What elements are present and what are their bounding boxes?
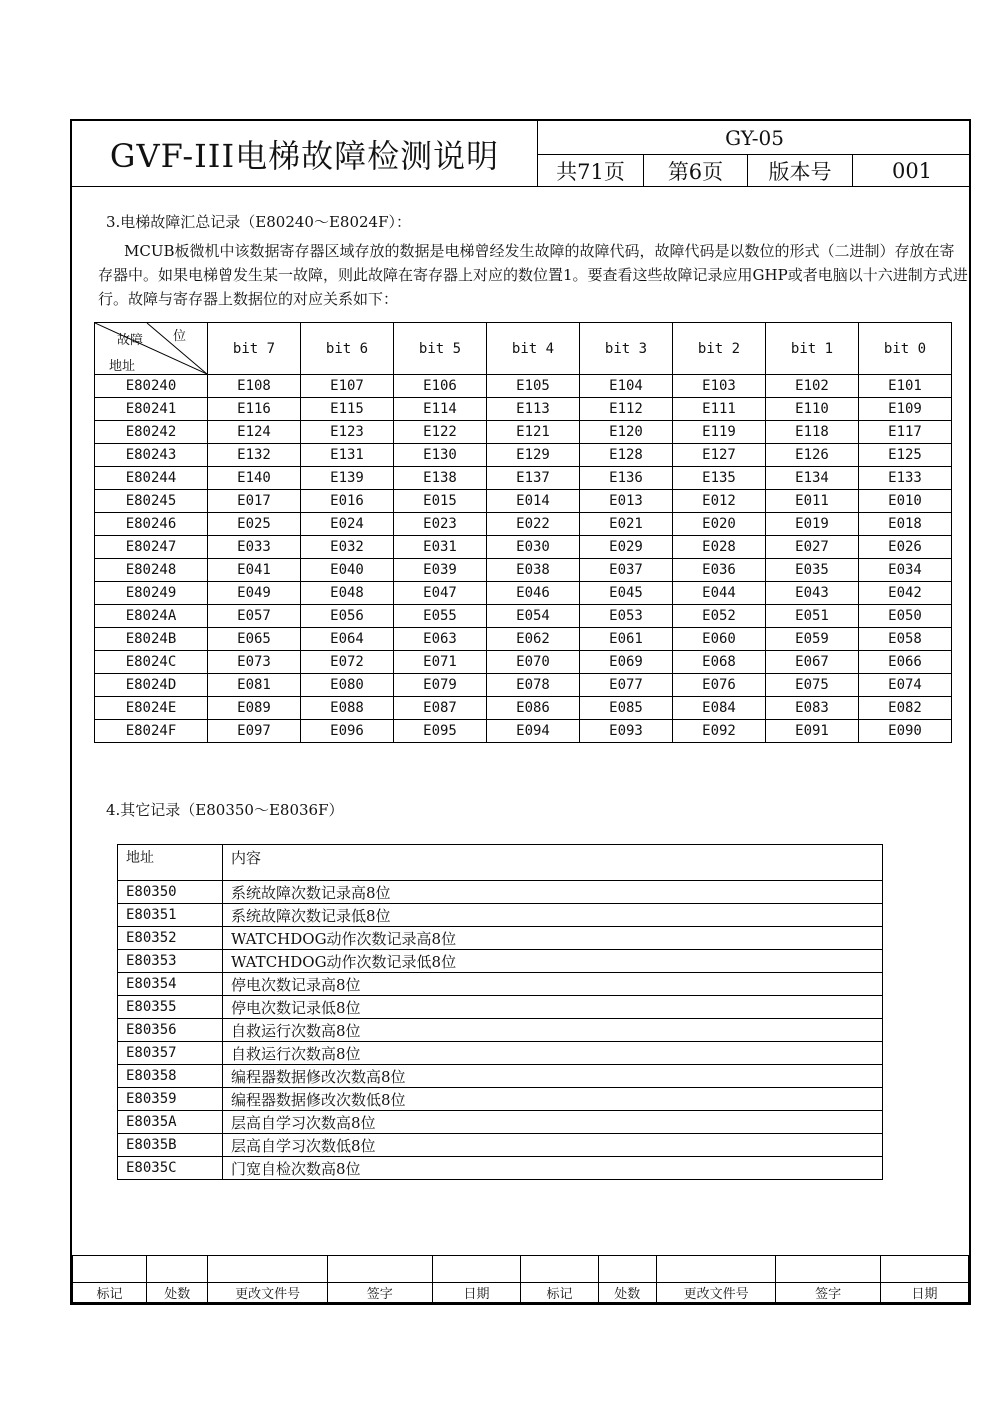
fault-code-cell: E041 [208,559,301,582]
fault-code-cell: E034 [859,559,952,582]
fault-code-cell: E087 [394,697,487,720]
fault-code-cell: E071 [394,651,487,674]
fault-code-cell: E115 [301,398,394,421]
fault-code-cell: E114 [394,398,487,421]
register-address-cell: E8024F [95,720,208,743]
version-number: 001 [891,158,933,183]
table-row [118,1042,883,1065]
total-pages: 共71页 [538,155,644,186]
fault-code-cell: E096 [301,720,394,743]
fault-code-cell: E043 [766,582,859,605]
fault-code-cell: E051 [766,605,859,628]
fault-code-cell: E052 [673,605,766,628]
fault-code-cell: E124 [208,421,301,444]
fault-code-cell: E093 [580,720,673,743]
fault-code-cell: E032 [301,536,394,559]
table-row [95,582,952,605]
document-title: GVF-III电梯故障检测说明 [72,121,538,187]
register-address-cell: E80243 [95,444,208,467]
section4-heading: 4.其它记录（E80350～E8036F） [106,801,344,819]
fault-code-cell: E075 [766,674,859,697]
fault-bit-table [94,322,952,743]
fault-code-cell: E053 [580,605,673,628]
footer-blank-cell [147,1256,208,1283]
fault-code-cell: E019 [766,513,859,536]
record-content-cell: 系统故障次数记录高8位 [223,881,883,904]
fault-bit-table-header [95,323,952,375]
table-row [118,1134,883,1157]
fault-code-cell: E020 [673,513,766,536]
fault-code-cell: E072 [301,651,394,674]
fault-code-cell: E057 [208,605,301,628]
corner-fault-label: 故障 [117,333,144,348]
footer-blank-cell [327,1256,432,1283]
fault-code-cell: E027 [766,536,859,559]
record-address-cell: E80351 [118,904,223,927]
fault-code-cell: E113 [487,398,580,421]
register-address-cell: E80245 [95,490,208,513]
fault-code-cell: E095 [394,720,487,743]
record-address-cell: E80352 [118,927,223,950]
fault-code-cell: E136 [580,467,673,490]
fault-code-cell: E035 [766,559,859,582]
table-row [95,513,952,536]
register-address-cell: E80240 [95,375,208,398]
corner-addr-label: 地址 [109,359,136,374]
register-address-cell: E80247 [95,536,208,559]
fault-code-cell: E061 [580,628,673,651]
fault-code-cell: E127 [673,444,766,467]
bit-column-header: bit 3 [580,323,673,375]
fault-code-cell: E045 [580,582,673,605]
document-code: GY-05 [538,121,971,155]
table-row [118,1065,883,1088]
fault-code-cell: E088 [301,697,394,720]
fault-code-cell: E039 [394,559,487,582]
fault-code-cell: E091 [766,720,859,743]
other-records-table [117,844,883,1180]
fault-code-cell: E118 [766,421,859,444]
fault-code-cell: E033 [208,536,301,559]
record-content-cell: WATCHDOG动作次数记录高8位 [223,927,883,950]
fault-code-cell: E122 [394,421,487,444]
fault-code-cell: E024 [301,513,394,536]
fault-code-cell: E092 [673,720,766,743]
footer-blank-cell [656,1256,775,1283]
table-row [95,605,952,628]
record-content-cell: 层高自学习次数低8位 [223,1134,883,1157]
fault-code-cell: E128 [580,444,673,467]
fault-code-cell: E048 [301,582,394,605]
fault-code-cell: E078 [487,674,580,697]
fault-code-cell: E123 [301,421,394,444]
record-content-cell: 自救运行次数高8位 [223,1019,883,1042]
fault-code-cell: E049 [208,582,301,605]
record-content-cell: 系统故障次数记录低8位 [223,904,883,927]
table-row [95,697,952,720]
fault-code-cell: E079 [394,674,487,697]
fault-code-cell: E132 [208,444,301,467]
fault-code-cell: E110 [766,398,859,421]
table-row [95,421,952,444]
version-label: 版本号 [748,155,853,186]
col-content-header: 内容 [223,845,883,881]
fault-code-cell: E134 [766,467,859,490]
footer-blank-cell [521,1256,598,1283]
fault-code-cell: E081 [208,674,301,697]
corner-cell [95,323,208,375]
fault-code-cell: E015 [394,490,487,513]
fault-code-cell: E101 [859,375,952,398]
fault-code-cell: E056 [301,605,394,628]
record-address-cell: E80359 [118,1088,223,1111]
bit-column-header: bit 7 [208,323,301,375]
fault-code-cell: E135 [673,467,766,490]
fault-code-cell: E130 [394,444,487,467]
fault-code-cell: E040 [301,559,394,582]
table-row [95,490,952,513]
fault-code-cell: E119 [673,421,766,444]
fault-code-cell: E022 [487,513,580,536]
register-address-cell: E8024C [95,651,208,674]
register-address-cell: E80244 [95,467,208,490]
fault-code-cell: E121 [487,421,580,444]
fault-code-cell: E108 [208,375,301,398]
fault-code-cell: E129 [487,444,580,467]
col-addr-header: 地址 [118,845,223,881]
table-row [95,467,952,490]
table-row [118,1111,883,1134]
fault-code-cell: E090 [859,720,952,743]
fault-code-cell: E069 [580,651,673,674]
table-row [95,559,952,582]
record-address-cell: E80358 [118,1065,223,1088]
fault-code-cell: E036 [673,559,766,582]
fault-code-cell: E026 [859,536,952,559]
fault-code-cell: E016 [301,490,394,513]
register-address-cell: E80248 [95,559,208,582]
fault-code-cell: E106 [394,375,487,398]
table-row [118,904,883,927]
footer-blank-cell [208,1256,327,1283]
corner-bit-label: 位 [173,329,187,344]
fault-code-cell: E131 [301,444,394,467]
footer-blank-cell [776,1256,881,1283]
bit-column-header: bit 6 [301,323,394,375]
table-row [118,996,883,1019]
fault-code-cell: E064 [301,628,394,651]
register-address-cell: E80242 [95,421,208,444]
fault-code-cell: E065 [208,628,301,651]
footer-blank-cell [73,1256,147,1283]
fault-code-cell: E046 [487,582,580,605]
record-content-cell: 编程器数据修改次数低8位 [223,1088,883,1111]
fault-code-cell: E068 [673,651,766,674]
record-address-cell: E80355 [118,996,223,1019]
fault-code-cell: E023 [394,513,487,536]
register-address-cell: E8024E [95,697,208,720]
footer-label-row [73,1283,969,1303]
bit-column-header: bit 1 [766,323,859,375]
record-address-cell: E80357 [118,1042,223,1065]
table-row [118,950,883,973]
fault-code-cell: E111 [673,398,766,421]
bit-column-header: bit 4 [487,323,580,375]
fault-code-cell: E140 [208,467,301,490]
fault-code-cell: E042 [859,582,952,605]
footer-blank-cell [598,1256,656,1283]
record-address-cell: E8035B [118,1134,223,1157]
fault-code-cell: E011 [766,490,859,513]
fault-code-cell: E047 [394,582,487,605]
footer-blank-cell [432,1256,521,1283]
table-row [118,1019,883,1042]
fault-code-cell: E017 [208,490,301,513]
fault-code-cell: E031 [394,536,487,559]
table-row [118,1088,883,1111]
record-address-cell: E8035C [118,1157,223,1180]
footer-blank-cell [881,1256,969,1283]
record-address-cell: E80354 [118,973,223,996]
fault-code-cell: E073 [208,651,301,674]
table-row [95,720,952,743]
fault-code-cell: E058 [859,628,952,651]
record-address-cell: E8035A [118,1111,223,1134]
fault-code-cell: E116 [208,398,301,421]
table-row [118,973,883,996]
fault-code-cell: E012 [673,490,766,513]
fault-code-cell: E018 [859,513,952,536]
fault-code-cell: E139 [301,467,394,490]
register-address-cell: E8024A [95,605,208,628]
record-address-cell: E80353 [118,950,223,973]
register-address-cell: E80249 [95,582,208,605]
fault-code-cell: E109 [859,398,952,421]
register-address-cell: E8024B [95,628,208,651]
fault-code-cell: E025 [208,513,301,536]
table-row [95,536,952,559]
fault-code-cell: E133 [859,467,952,490]
table-row [95,674,952,697]
fault-code-cell: E089 [208,697,301,720]
footer-label-cell: 标记 [521,1283,598,1303]
fault-code-cell: E060 [673,628,766,651]
fault-code-cell: E076 [673,674,766,697]
table-row [118,1157,883,1180]
record-address-cell: E80350 [118,881,223,904]
fault-code-cell: E014 [487,490,580,513]
fault-code-cell: E112 [580,398,673,421]
fault-code-cell: E067 [766,651,859,674]
footer-label-cell: 日期 [881,1283,969,1303]
fault-code-cell: E137 [487,467,580,490]
fault-code-cell: E028 [673,536,766,559]
fault-code-cell: E038 [487,559,580,582]
footer-label-cell: 日期 [432,1283,521,1303]
fault-code-cell: E104 [580,375,673,398]
record-content-cell: 停电次数记录高8位 [223,973,883,996]
fault-code-cell: E083 [766,697,859,720]
fault-code-cell: E066 [859,651,952,674]
table-row [118,881,883,904]
fault-code-cell: E055 [394,605,487,628]
fault-code-cell: E103 [673,375,766,398]
other-records-header [118,845,883,881]
fault-code-cell: E029 [580,536,673,559]
footer-blank-row [73,1256,969,1283]
fault-code-cell: E138 [394,467,487,490]
fault-code-cell: E126 [766,444,859,467]
fault-code-cell: E094 [487,720,580,743]
bit-column-header: bit 2 [673,323,766,375]
record-address-cell: E80356 [118,1019,223,1042]
fault-code-cell: E044 [673,582,766,605]
fault-code-cell: E054 [487,605,580,628]
footer-label-cell: 处数 [598,1283,656,1303]
record-content-cell: WATCHDOG动作次数记录低8位 [223,950,883,973]
table-row [118,927,883,950]
table-row [95,398,952,421]
table-row [95,375,952,398]
section3-paragraph: MCUB板微机中该数据寄存器区域存放的数据是电梯曾经发生故障的故障代码，故障代码是以数位的形式（二进制）存放在寄存器中。如果电梯曾发生某一故障，则此故障在寄存器上对应的数位置1。要查看这些故障记录应用GHP或者电脑以十六进制方式进行。故障与寄存器上数据位的对应关系如下： [98,242,968,308]
table-row [95,651,952,674]
section3-heading: 3.电梯故障汇总记录（E80240～E8024F）： [106,213,412,231]
fault-code-cell: E059 [766,628,859,651]
fault-code-cell: E120 [580,421,673,444]
fault-code-cell: E102 [766,375,859,398]
fault-code-cell: E077 [580,674,673,697]
fault-code-cell: E021 [580,513,673,536]
fault-code-cell: E062 [487,628,580,651]
fault-code-cell: E125 [859,444,952,467]
bit-column-header: bit 0 [859,323,952,375]
footer-label-cell: 标记 [73,1283,147,1303]
header-info-row [538,155,971,187]
record-content-cell: 自救运行次数高8位 [223,1042,883,1065]
record-content-cell: 停电次数记录低8位 [223,996,883,1019]
fault-code-cell: E085 [580,697,673,720]
fault-code-cell: E080 [301,674,394,697]
footer-label-cell: 更改文件号 [208,1283,327,1303]
fault-code-cell: E037 [580,559,673,582]
fault-code-cell: E074 [859,674,952,697]
fault-code-cell: E010 [859,490,952,513]
register-address-cell: E80246 [95,513,208,536]
record-content-cell: 门宽自检次数高8位 [223,1157,883,1180]
record-content-cell: 层高自学习次数高8位 [223,1111,883,1134]
register-address-cell: E8024D [95,674,208,697]
footer-label-cell: 签字 [776,1283,881,1303]
page-number: 第6页 [644,155,748,186]
footer-label-cell: 更改文件号 [656,1283,775,1303]
revision-footer [72,1255,969,1303]
footer-label-cell: 处数 [147,1283,208,1303]
fault-code-cell: E105 [487,375,580,398]
footer-label-cell: 签字 [327,1283,432,1303]
fault-code-cell: E117 [859,421,952,444]
fault-code-cell: E013 [580,490,673,513]
fault-code-cell: E030 [487,536,580,559]
fault-code-cell: E086 [487,697,580,720]
register-address-cell: E80241 [95,398,208,421]
fault-code-cell: E070 [487,651,580,674]
fault-code-cell: E082 [859,697,952,720]
bit-column-header: bit 5 [394,323,487,375]
document-frame [70,119,971,1305]
table-row [95,444,952,467]
fault-code-cell: E084 [673,697,766,720]
fault-code-cell: E107 [301,375,394,398]
record-content-cell: 编程器数据修改次数高8位 [223,1065,883,1088]
fault-code-cell: E050 [859,605,952,628]
fault-code-cell: E097 [208,720,301,743]
fault-code-cell: E063 [394,628,487,651]
table-row [95,628,952,651]
